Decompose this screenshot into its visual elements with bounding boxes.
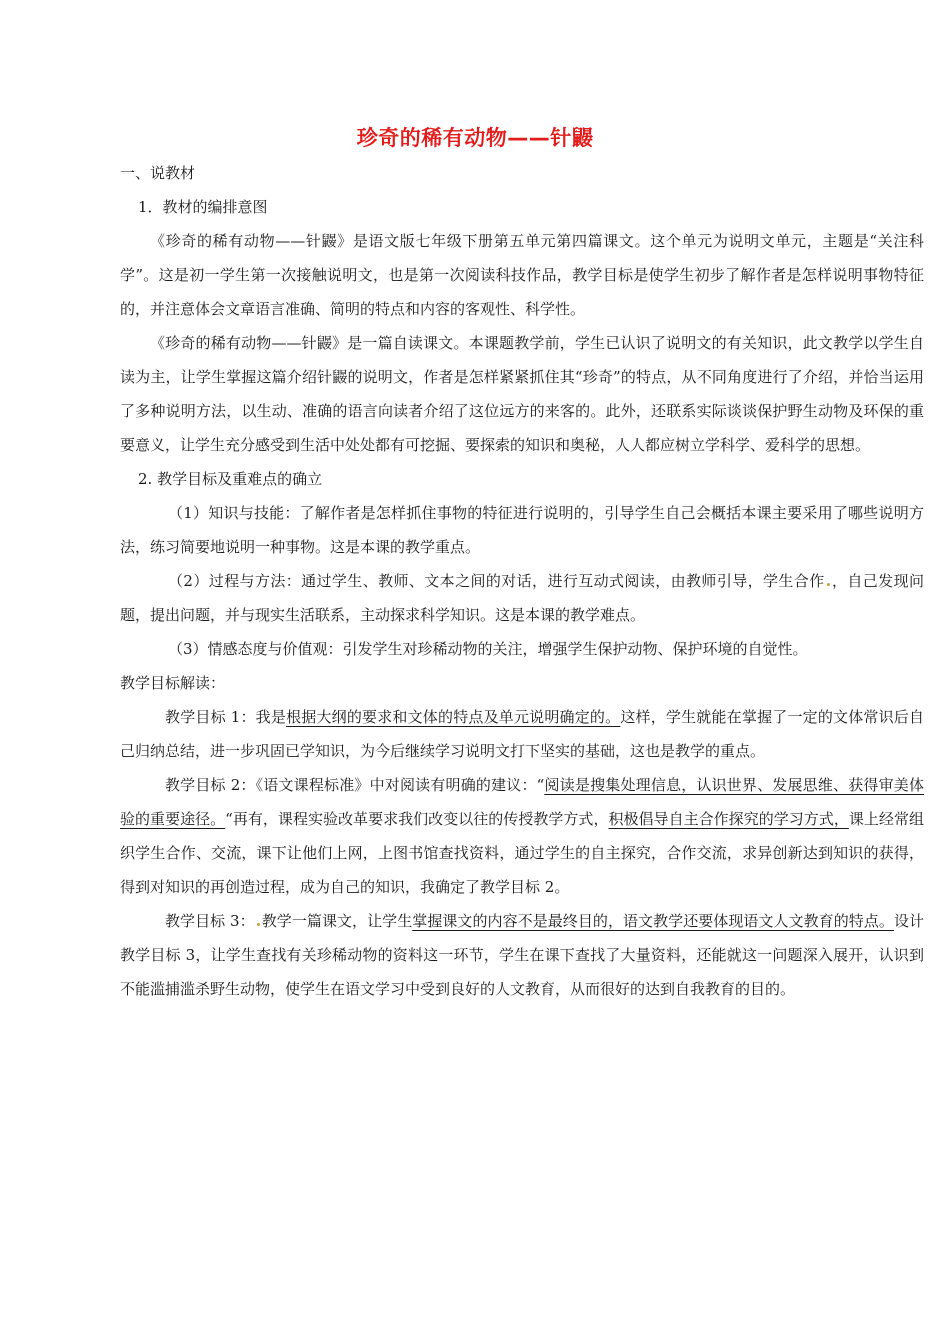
goal2-text-pre: 教学目标 2：《语文课程标准》中对阅读有明确的建议：“: [165, 776, 545, 794]
goal2-underlined-text-2: 积极倡导自主合作探究的学习方式，: [608, 810, 849, 828]
section-heading-1: 一、说教材: [120, 164, 196, 182]
goal2-underlined-text-1: 阅读是搜集处理信息，认识世界、发展思维、获得审美体验的重要途径。: [120, 776, 924, 828]
annotation-dot: [257, 923, 260, 926]
goal3-underlined-text: 掌握课文的内容不是最终目的，语文教学还要体现语文人文教育的特点。: [412, 912, 894, 930]
subsection-heading-1: 1．教材的编排意图: [138, 198, 268, 216]
paragraph-intent-1: 《珍奇的稀有动物——针鼹》是语文版七年级下册第五单元第四篇课文。这个单元为说明文单元，主题是“关注科学”。这是初一学生第一次接触说明文，也是第一次阅读科技作品，教学目标是使学生初步了解作者是怎样说明事物特征的，并注意体会文章语言准确、简明的特点和内容的客观性、科学性。: [120, 232, 924, 318]
goal3-text-pre: 教学目标 3：: [165, 912, 255, 930]
goal1-text-pre: 教学目标 1：我是: [165, 708, 287, 726]
goal3-text-post: 设计教学目标 3，让学生查找有关珍稀动物的资料这一环节，学生在课下查找了大量资料，还能就这一问题深入展开，认识到不能滥捕滥杀野生动物，使学生在语文学习中受到良好的人文教育，从而很好的达到自我教育的目的。: [120, 912, 924, 998]
subsection-heading-2: 2. 教学目标及重难点的确立: [138, 470, 323, 488]
goal2-text-post: 课上经常组织学生合作、交流，课下让他们上网，上图书馆查找资料，通过学生的自主探究，合作交流，求异创新达到知识的获得，得到对知识的再创造过程，成为自己的知识，我确定了教学目标 2。: [120, 810, 924, 896]
goal-emotion-values: （3）情感态度与价值观：引发学生对珍稀动物的关注，增强学生保护动物、保护环境的自觉性。: [168, 640, 808, 658]
paragraph-intent-2: 《珍奇的稀有动物——针鼹》是一篇自读课文。本课题教学前，学生已认识了说明文的有关知识，此文教学以学生自读为主，让学生掌握这篇介绍针鼹的说明文，作者是怎样紧紧抓住其“珍奇”的特点，从不同角度进行了介绍，并恰当运用了多种说明方法，以生动、准确的语言向读者介绍了这位远方的来客的。此外，还联系实际谈谈保护野生动物及环保的重要意义，让学生充分感受到生活中处处都有可挖掘、要探索的知识和奥秘，人人都应树立学科学、爱科学的思想。: [120, 334, 924, 454]
goal2-text-mid: “再有，课程实验改革要求我们改变以往的传授教学方式，: [225, 810, 609, 828]
interpretation-goal-2: [120, 768, 924, 904]
document-title: 珍奇的稀有动物——针鼹: [356, 126, 594, 150]
goal1-text-post: 这样，学生就能在掌握了一定的文体常识后自己归纳总结，进一步巩固已学知识，为今后继续学习说明文打下坚实的基础，这也是教学的重点。: [120, 708, 924, 760]
interpretation-goal-3: [120, 904, 924, 1006]
document-body: [120, 156, 924, 1006]
goal-process-methods: [120, 564, 924, 632]
interpretation-heading: 教学目标解读：: [120, 674, 226, 692]
goal-process-methods-text-a: （2）过程与方法：通过学生、教师、文本之间的对话，进行互动式阅读，由教师引导，学生合作: [168, 572, 825, 590]
goal1-underlined-text: 根据大纲的要求和文体的特点及单元说明确定的。: [286, 708, 621, 726]
interpretation-goal-1: [120, 700, 924, 768]
goal-knowledge-skills: （1）知识与技能：了解作者是怎样抓住事物的特征进行说明的，引导学生自己会概括本课主要采用了哪些说明方法，练习简要地说明一种事物。这是本课的教学重点。: [120, 504, 924, 556]
goal-process-methods-text-b: ，自己发现问题，提出问题，并与现实生活联系，主动探求科学知识。这是本课的教学难点。: [120, 572, 924, 624]
goal3-text-mid: 教学一篇课文，让学生: [261, 912, 413, 930]
annotation-dot: [827, 583, 830, 586]
